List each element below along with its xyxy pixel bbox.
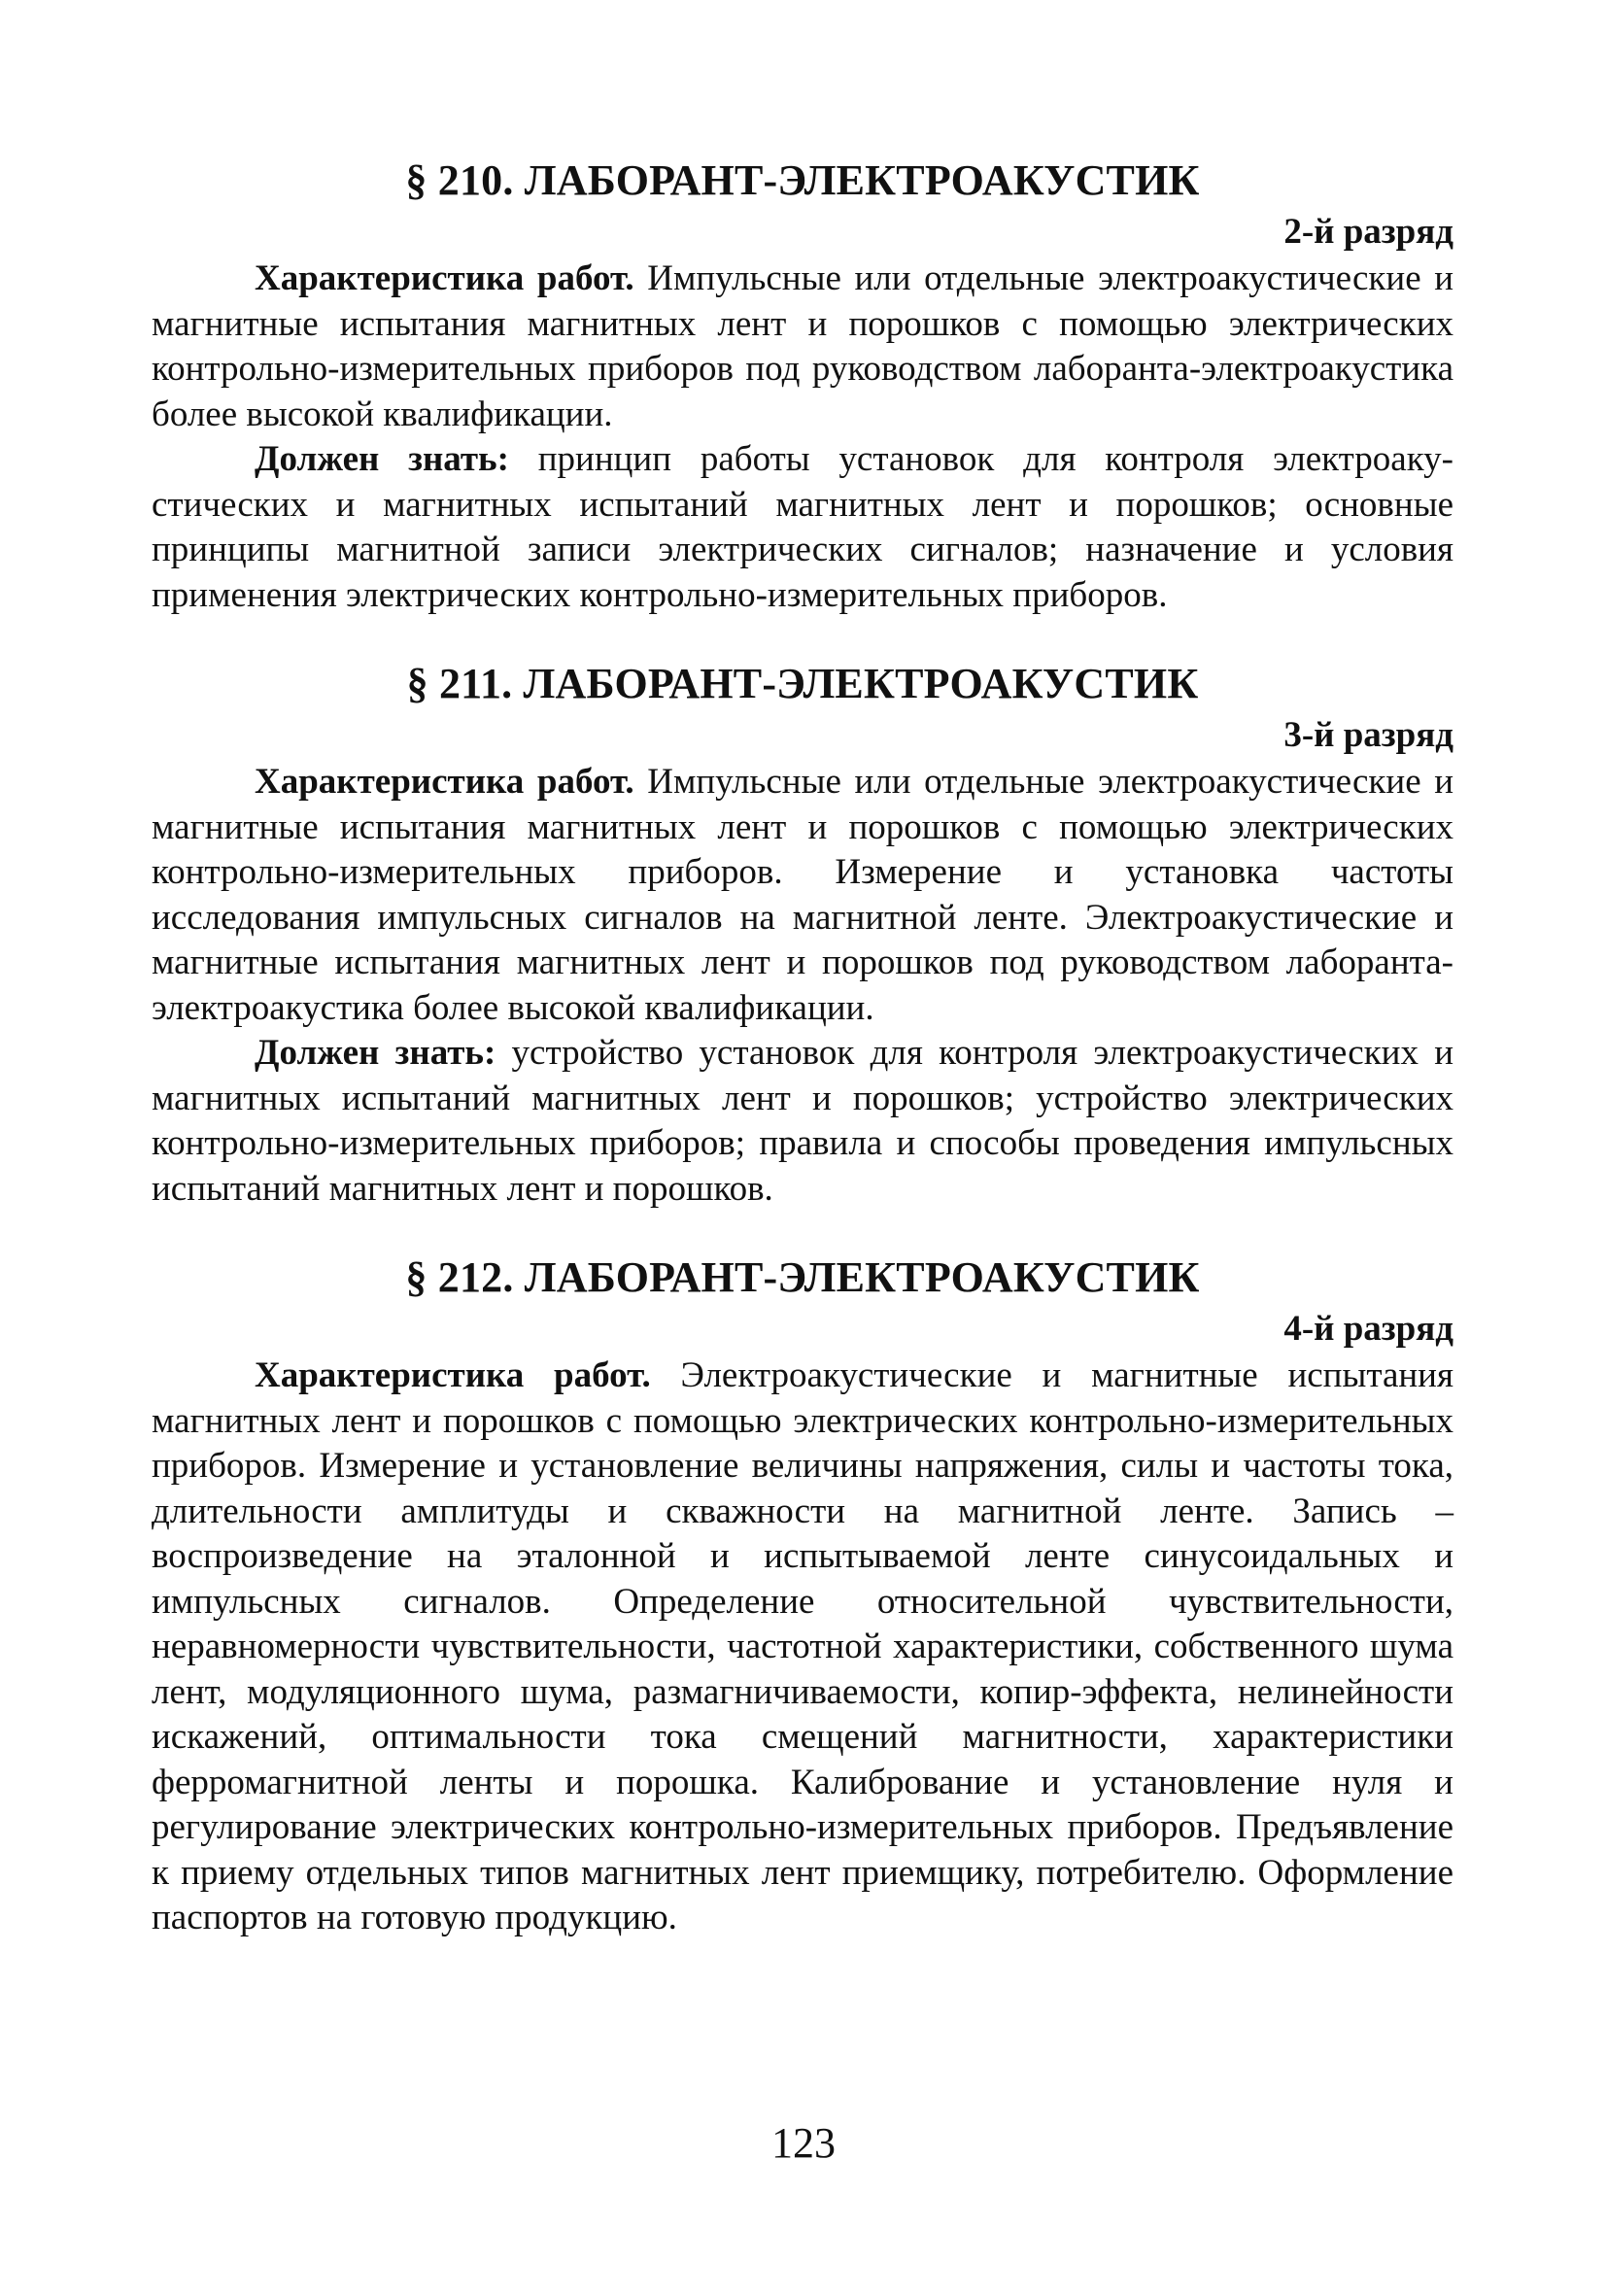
page-number: 123 xyxy=(771,2119,836,2167)
knowledge-text: устройство установок для контроля электроакустических и магнитных испытаний магнитных лент и порошков; устройство электрических контрольно-измерительных приборов; правила и способы проведения импульсных испытаний магнитных лент и порошков. xyxy=(152,1033,1453,1209)
section-title: § 211. ЛАБОРАНТ-ЭЛЕКТРОАКУСТИК xyxy=(406,660,1199,707)
characteristic-paragraph xyxy=(152,257,1453,437)
characteristic-text: Электроакустические и магнитные испытания магнитных лент и порошков с помощью электрических контрольно-измерительных приборов. Измерение и установление величины напряжения, силы и частоты тока, длительности амплитуды и скважности на магнитной ленте. Запись – воспроизведение на эталонной и испытываемой ленте синусоидальных и импульсных сигналов. Определение относительной чувствительности, неравномерности чувствительности, частотной характеристики, собственного шума лент, модуляционного шума, размагничиваемости, копир-эффекта, нелинейности искажений, оптимальности тока смещений магнитности, характеристики ферромагнитной ленты и порошка. Калибрование и установление нуля и регулирование электрических контрольно-измерительных приборов. Предъявление к приему отдельных типов магнитных лент приемщику, потребителю. Оформление паспортов на готовую продукцию. xyxy=(152,1355,1453,1937)
grade-label: 2-й разряд xyxy=(1283,212,1453,252)
section-211 xyxy=(152,659,1453,1212)
knowledge-text: принцип работы установок для контроля электроакустических и магнитных испытаний магнитных лент и порошков; основные принципы магнитной записи электрических сигналов; назначение и условия применения электрических контрольно-измерительных приборов. xyxy=(152,439,1453,615)
knowledge-paragraph xyxy=(152,437,1453,618)
characteristic-label: Характеристика работ. xyxy=(255,258,634,298)
characteristic-text: Импульсные или отдельные электроакустические и магнитные испытания магнитных лент и порошков с помощью электрических контрольно-измерительных приборов. Измерение и установка частоты исследования импульсных сигналов на магнитной ленте. Электроакустические и магнитные испытания магнитных лент и порошков под руководством лаборанта-электроакустика более высокой квалификации. xyxy=(152,762,1454,1028)
knowledge-label: Должен знать: xyxy=(255,439,509,479)
characteristic-label: Характеристика работ. xyxy=(255,762,634,802)
document-page xyxy=(152,155,1453,1982)
section-title: § 210. ЛАБОРАНТ-ЭЛЕКТРОАКУСТИК xyxy=(405,156,1200,204)
knowledge-label: Должен знать: xyxy=(255,1033,496,1073)
section-212 xyxy=(152,1252,1453,1941)
grade-label: 3-й разряд xyxy=(1283,715,1453,755)
characteristic-label: Характеристика работ. xyxy=(255,1355,651,1395)
characteristic-paragraph xyxy=(152,1354,1453,1941)
characteristic-paragraph xyxy=(152,760,1453,1031)
knowledge-paragraph xyxy=(152,1031,1453,1212)
characteristic-text: Импульсные или отдельные электроакустические и магнитные испытания магнитных лент и порошков с помощью электрических контрольно-измерительных приборов под руководством лаборанта-электроакустика более высокой квалификации. xyxy=(152,258,1454,434)
section-210 xyxy=(152,155,1453,618)
section-title: § 212. ЛАБОРАНТ-ЭЛЕКТРОАКУСТИК xyxy=(405,1253,1200,1301)
grade-label: 4-й разряд xyxy=(1283,1309,1453,1349)
